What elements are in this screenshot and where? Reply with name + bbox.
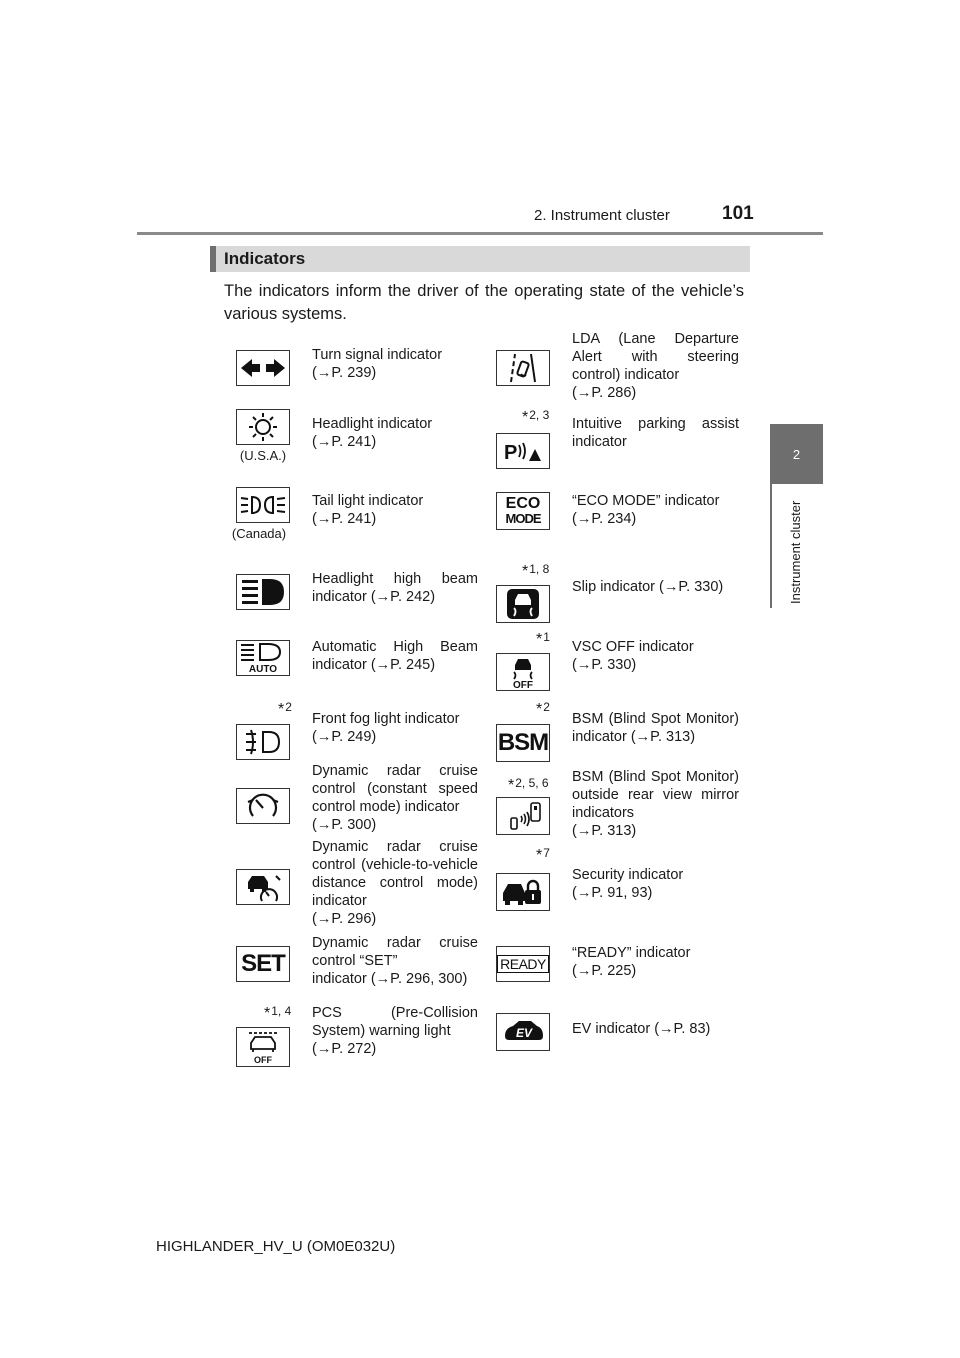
eco-mode-description: “ECO MODE” indicator (→P. 234): [572, 493, 720, 527]
ready-description: “READY” indicator (→P. 225): [572, 945, 691, 979]
page-number: 101: [722, 203, 754, 224]
tail-light-icon: [236, 487, 290, 523]
parking-assist-note-number: 2, 3: [529, 408, 550, 422]
vsc-off-label: OFF: [513, 680, 533, 689]
auto-label: AUTO: [248, 664, 278, 674]
ev-icon: [496, 1013, 550, 1051]
auto-high-beam-icon: [236, 640, 290, 676]
bsm-icon: [496, 724, 550, 762]
bsm-label: BSM: [497, 729, 549, 756]
set-label: SET: [241, 950, 285, 977]
auto-high-beam-description: Automatic High Beam indicator (→P. 245): [312, 639, 478, 673]
lda-lane-icon: [496, 350, 550, 386]
vsc-off-description: VSC OFF indicator (→P. 330): [572, 639, 694, 673]
section-heading: [210, 246, 750, 272]
slip-note-number: 1, 8: [529, 562, 550, 576]
bsm-note-number: 2: [543, 700, 550, 714]
high-beam-description: Headlight high beam indicator (→P. 242): [312, 571, 478, 605]
eco-label: ECO: [505, 495, 541, 512]
high-beam-icon: [236, 574, 290, 610]
security-description: Security indicator (→P. 91, 93): [572, 867, 684, 901]
ready-icon: [496, 946, 550, 982]
bsm-description: BSM (Blind Spot Monitor) indicator (→P. 313): [572, 711, 739, 745]
footer-model-code: HIGHLANDER_HV_U (OM0E032U): [156, 1238, 396, 1255]
tail-light-description: Tail light indicator (→P. 241): [312, 493, 424, 527]
pcs-off-icon: [236, 1027, 290, 1067]
slip-description: Slip indicator (→P. 330): [572, 579, 724, 595]
slip-indicator-icon: [496, 585, 550, 623]
usa-caption: (U.S.A.): [239, 448, 287, 463]
chapter-tab-number[interactable]: 2: [770, 424, 823, 484]
header-section-title: 2. Instrument cluster: [534, 207, 670, 224]
pcs-description: PCS (Pre-Collision System) warning light (→P. 272): [312, 1005, 478, 1057]
section-heading-accent: [210, 246, 216, 272]
security-lock-icon: [496, 873, 550, 911]
eco-mode-icon: [496, 492, 550, 530]
pcs-note: *1, 4: [264, 1004, 292, 1022]
header-rule: [137, 232, 823, 235]
bsm-note: *2: [536, 700, 550, 718]
vsc-note-number: 1: [543, 630, 550, 644]
turn-signal-description: Turn signal indicator (→P. 239): [312, 347, 443, 381]
pcs-off-label: OFF: [254, 1055, 272, 1065]
security-note: *7: [536, 846, 550, 864]
slip-note: *1, 8: [522, 562, 550, 580]
set-icon: [236, 946, 290, 982]
canada-caption: (Canada): [231, 526, 287, 541]
parking-assist-icon: [496, 433, 550, 469]
radar-cruise-distance-description: Dynamic radar cruise control (vehicle-to-vehicle distance control mode) indicator (→P. 296): [312, 839, 478, 927]
bsm-mirror-note-number: 2, 5, 6: [515, 776, 549, 790]
pcs-note-number: 1, 4: [271, 1004, 292, 1018]
front-fog-description: Front fog light indicator (→P. 249): [312, 711, 460, 745]
chapter-tab-text: Instrument cluster: [788, 500, 803, 604]
front-fog-note-number: 2: [285, 700, 292, 714]
bsm-mirror-description: BSM (Blind Spot Monitor) outside rear view mirror indicators (→P. 313): [572, 769, 739, 839]
set-description: Dynamic radar cruise control “SET” indicator (→P. 296, 300): [312, 935, 478, 987]
intro-paragraph: The indicators inform the driver of the operating state of the vehicle’s various systems.: [224, 282, 744, 323]
mode-label: MODE: [505, 511, 541, 526]
headlight-sun-icon: [236, 409, 290, 445]
front-fog-note: *2: [278, 700, 292, 718]
ev-description: EV indicator (→P. 83): [572, 1021, 711, 1037]
radar-cruise-constant-description: Dynamic radar cruise control (constant speed control mode) indicator (→P. 300): [312, 763, 478, 833]
vsc-off-icon: [496, 653, 550, 691]
parking-assist-note: *2, 3: [522, 408, 550, 426]
radar-cruise-distance-icon: [236, 869, 290, 905]
headlight-description: Headlight indicator (→P. 241): [312, 416, 433, 450]
chapter-tab-label[interactable]: [770, 484, 823, 608]
svg-text:P: P: [504, 442, 518, 464]
front-fog-light-icon: [236, 724, 290, 760]
parking-assist-description: Intuitive parking assist indicator: [572, 416, 739, 450]
bsm-mirror-note: *2, 5, 6: [508, 776, 549, 794]
lda-description: LDA (Lane Departure Alert with steering control) indicator (→P. 286): [572, 331, 739, 401]
security-note-number: 7: [543, 846, 550, 860]
radar-cruise-constant-icon: [236, 788, 290, 824]
turn-signal-arrows-icon: [236, 350, 290, 386]
ev-label: EV: [515, 1026, 533, 1040]
ready-label: READY: [497, 955, 549, 973]
bsm-mirror-icon: [496, 797, 550, 835]
section-heading-title: Indicators: [224, 249, 306, 268]
vsc-note: *1: [536, 630, 550, 648]
chapter-tab-divider: [770, 484, 772, 608]
